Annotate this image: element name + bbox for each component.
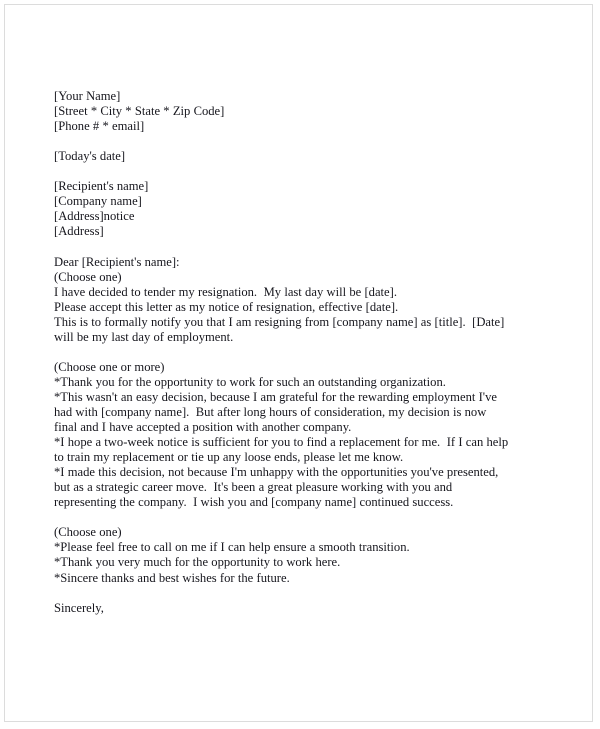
letter-line: *Please feel free to call on me if I can help ensure a smooth transition. [54, 540, 410, 555]
date-block [54, 149, 550, 164]
letter-line: but as a strategic career move. It's been a great pleasure working with you and [54, 480, 453, 495]
letter-line: *Sincere thanks and best wishes for the future. [54, 570, 290, 585]
letter-line: [Address]notice [54, 209, 135, 224]
signoff-block [54, 601, 550, 616]
paragraph-spacer [54, 239, 550, 254]
letter-line: [Address] [54, 224, 104, 239]
letter-line: *I made this decision, not because I'm unhappy with the opportunities you've presented, [54, 465, 499, 480]
letter-line: *I hope a two-week notice is sufficient for you to find a replacement for me. If I can help [54, 435, 509, 450]
letter-line: *This wasn't an easy decision, because I am grateful for the rewarding employment I've [54, 389, 497, 404]
letter-line: Dear [Recipient's name]: [54, 254, 180, 269]
paragraph-spacer [54, 164, 550, 179]
paragraph-spacer [54, 586, 550, 601]
letter-line: *Thank you for the opportunity to work for such an outstanding organization. [54, 374, 446, 389]
letter-line: (Choose one) [54, 525, 122, 540]
letter-line: [Your Name] [54, 89, 121, 103]
letter-line: (Choose one or more) [54, 359, 165, 374]
letter-line: had with [company name]. But after long hours of consideration, my decision is now [54, 404, 487, 419]
letter-line: Sincerely, [54, 600, 104, 615]
sender-address-block [54, 89, 550, 134]
letter-line: Please accept this letter as my notice of resignation, effective [date]. [54, 299, 399, 314]
letter-body [54, 89, 550, 616]
paragraph-spacer [54, 134, 550, 149]
body-options-block [54, 360, 550, 510]
letter-line: [Phone # * email] [54, 119, 145, 134]
paragraph-spacer [54, 510, 550, 525]
letter-line: This is to formally notify you that I am resigning from [company name] as [title]. [Date] [54, 314, 505, 329]
document-page [4, 4, 593, 722]
recipient-address-block [54, 179, 550, 239]
letter-line: *Thank you very much for the opportunity to work here. [54, 555, 341, 570]
letter-line: will be my last day of employment. [54, 329, 234, 344]
letter-line: to train my replacement or tie up any loose ends, please let me know. [54, 450, 404, 465]
closing-options-block [54, 525, 550, 585]
letter-line: [Street * City * State * Zip Code] [54, 104, 225, 119]
letter-line: (Choose one) [54, 269, 122, 284]
letter-line: [Today's date] [54, 149, 126, 164]
letter-line: representing the company. I wish you and [company name] continued success. [54, 495, 454, 510]
letter-line: [Recipient's name] [54, 179, 149, 194]
letter-line: final and I have accepted a position with another company. [54, 420, 352, 435]
paragraph-spacer [54, 345, 550, 360]
letter-line: I have decided to tender my resignation. My last day will be [date]. [54, 284, 397, 299]
letter-line: [Company name] [54, 194, 142, 209]
salutation-and-opening-block [54, 255, 550, 345]
